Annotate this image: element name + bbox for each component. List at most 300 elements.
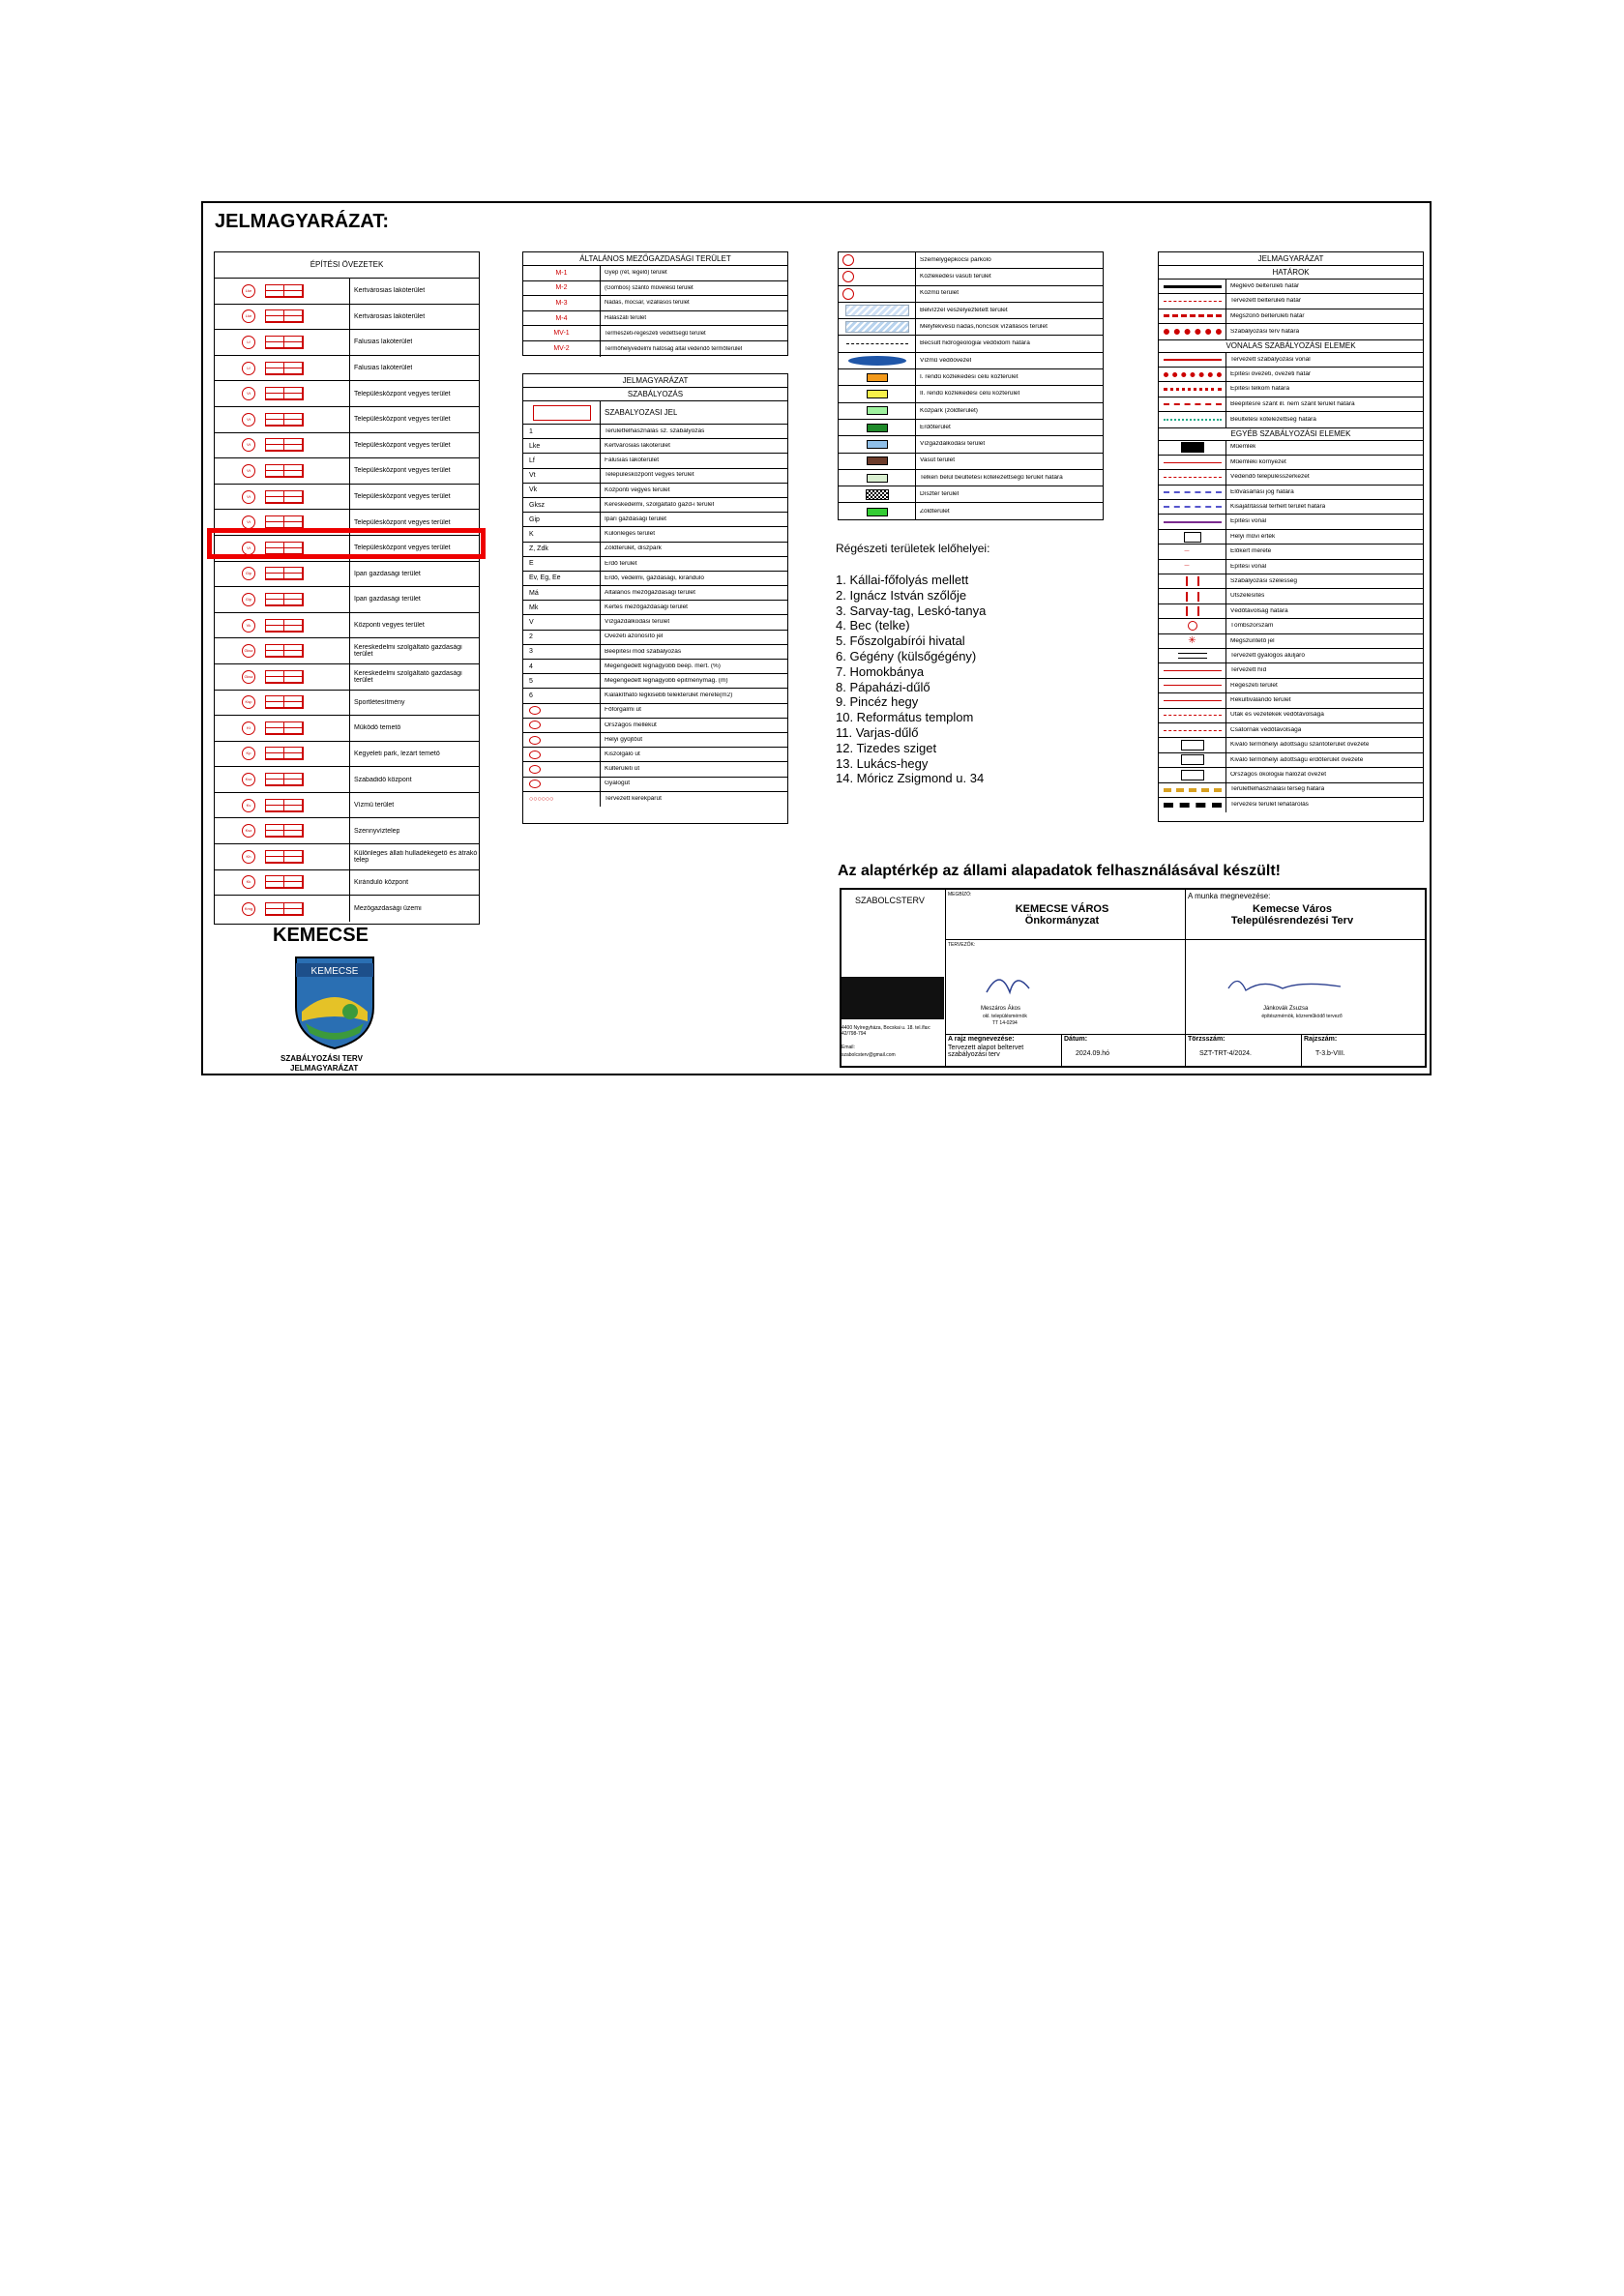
infra-symbol-icon	[842, 254, 854, 266]
legend-row	[1159, 456, 1423, 470]
infra-symbol-icon	[842, 288, 854, 300]
reg-row	[523, 513, 787, 527]
agri-code: MV-2	[523, 341, 601, 357]
reg-row	[523, 484, 787, 498]
legend-row	[1159, 574, 1423, 589]
basemap-note: Az alaptérkép az állami alapadatok felhasználásával készült!	[838, 863, 1281, 879]
legend-row	[1159, 649, 1423, 663]
boundary-legend-table	[1158, 251, 1424, 822]
zone-matrix-icon	[265, 695, 304, 709]
zone-matrix-icon	[265, 670, 304, 684]
date-label: Dátum:	[1064, 1036, 1088, 1043]
legend-row	[1159, 515, 1423, 529]
firm-address: 4400 Nyíregyháza, Bocskai u. 18. tel./fax: 42/798-794	[842, 1025, 931, 1037]
reg-row	[523, 660, 787, 674]
zone-row	[215, 818, 479, 844]
legend-row	[1159, 738, 1423, 752]
zone-code-icon: Vt	[242, 413, 255, 427]
legend-label: Építési vonal	[1230, 563, 1267, 570]
legend-row	[1159, 368, 1423, 382]
reg-label: Gyalogút	[605, 780, 631, 787]
zone-row	[215, 381, 479, 407]
zone-matrix-icon	[265, 850, 304, 864]
infra-label: Közpark (zöldterület)	[920, 407, 978, 414]
infra-row	[839, 269, 1103, 285]
agri-label: Termőhelyvédelmi hatóság által védendő termőterület	[605, 345, 743, 352]
legend-label: Meglévő belterületi határ	[1230, 282, 1300, 289]
infra-table	[838, 251, 1104, 520]
zone-row	[215, 742, 479, 768]
archaeo-item: 9. Pincéz hegy	[836, 694, 919, 710]
infra-row	[839, 369, 1103, 386]
legend-line-icon	[1164, 314, 1222, 317]
archaeo-item: 11. Varjas-dűlő	[836, 724, 919, 740]
archaeo-item: 3. Sarvay-tag, Leskó-tanya	[836, 603, 987, 618]
legend-line-icon	[1164, 388, 1222, 391]
zone-label: Kiránduló központ	[354, 878, 409, 886]
zone-row	[215, 638, 479, 664]
zone-matrix-icon	[265, 464, 304, 478]
infra-row	[839, 336, 1103, 352]
infra-row	[839, 319, 1103, 336]
reg-row	[523, 439, 787, 454]
checker-swatch-icon	[866, 489, 889, 500]
hatch-area-icon	[845, 305, 909, 316]
reg-label: Megengedett legnagyobb beép. mért. (%)	[605, 662, 721, 669]
reg-row	[523, 792, 787, 807]
reg-label: Országos mellékút	[605, 721, 657, 728]
reg-header-1: JELMAGYARÁZAT	[523, 374, 787, 388]
zone-matrix-icon	[265, 902, 304, 916]
crest-label: KEMECSE	[310, 966, 359, 977]
archaeo-item: 10. Református templom	[836, 710, 974, 725]
infra-label: Dísztér terület	[920, 491, 960, 498]
logo-caption-1: SZABÁLYOZÁSI TERV	[281, 1054, 363, 1063]
archaeo-item: 1. Kállai-főfolyás mellett	[836, 573, 969, 587]
agri-row	[523, 326, 787, 341]
archaeo-item: 8. Pápaházi-dűlő	[836, 679, 930, 694]
zone-label: Településközpont vegyes terület	[354, 493, 451, 501]
reg-label: Különleges terület	[605, 531, 656, 538]
legend-label: Területfelhasználási térség határa	[1230, 786, 1325, 793]
legend-sub-2: EGYÉB SZABÁLYOZÁSI ELEMEK	[1159, 427, 1423, 441]
legend-row	[1159, 441, 1423, 456]
designer-2-signature-icon	[1225, 969, 1350, 998]
zone-label: Falusias lakóterület	[354, 365, 413, 372]
agri-row	[523, 296, 787, 311]
legend-row	[1159, 397, 1423, 412]
legend-label: Építési telkom határa	[1230, 386, 1290, 393]
zone-label: Különleges állati hulladékégető és átrakó telep	[354, 849, 478, 864]
legend-label: Előkert mérete	[1230, 548, 1272, 555]
zone-code-icon: Kv	[242, 799, 255, 812]
legend-row	[1159, 382, 1423, 397]
legend-label: Utak és vezetékek védőtávolsága	[1230, 712, 1324, 719]
town-crest-icon	[292, 954, 377, 1050]
legend-line-icon	[1164, 372, 1222, 377]
legend-line-icon	[1164, 329, 1222, 335]
regulation-table	[522, 373, 788, 824]
archaeo-item: 14. Móricz Zsigmond u. 34	[836, 771, 985, 786]
reg-label: Ipari gazdasági terület	[605, 515, 666, 522]
reg-code: K	[529, 530, 534, 538]
infra-row	[839, 420, 1103, 436]
agri-row	[523, 281, 787, 297]
legend-row	[1159, 798, 1423, 812]
date: 2024.09.hó	[1076, 1050, 1110, 1057]
agri-code: M-4	[523, 311, 601, 326]
zone-label: Településközpont vegyes terület	[354, 441, 451, 449]
reg-label: Zöldterület, díszpark	[605, 545, 662, 552]
reg-code: 3	[529, 648, 533, 656]
legend-row	[1159, 709, 1423, 723]
infra-label: Vízmű védőövezet	[920, 357, 972, 364]
zone-code-icon: Vt	[242, 515, 255, 529]
zone-label: Mezőgazdasági üzemi	[354, 905, 422, 913]
designer-1: Meszáros Ákos	[981, 1006, 1021, 1012]
zone-code-icon: Kt	[242, 721, 255, 735]
archaeo-item: 7. Homokbánya	[836, 663, 925, 679]
zone-label: Településközpont vegyes terület	[354, 545, 451, 552]
reg-row	[523, 631, 787, 645]
legend-sheet	[201, 201, 1432, 1075]
drawing: Tervezett alapot beltervet szabályozási terv	[948, 1045, 1024, 1058]
reg-row	[523, 527, 787, 542]
reg-code: 5	[529, 677, 533, 685]
legend-line-icon	[1181, 770, 1204, 780]
agri-label: Természeti-régészeti védettségű terület	[605, 330, 706, 337]
legend-label: Országos ökológiai hálózat övezet	[1230, 772, 1327, 779]
zone-row	[215, 896, 479, 922]
firm-cell	[842, 890, 946, 1068]
reg-code: 4	[529, 662, 533, 670]
zone-label: Kereskedelmi szolgáltató gazdasági terület	[354, 669, 462, 684]
reg-row	[523, 425, 787, 439]
designer-label: TERVEZŐK:	[948, 942, 976, 948]
reg-code: ○○○○○○	[529, 795, 554, 803]
zone-label: Működő temető	[354, 724, 401, 732]
reg-row	[523, 719, 787, 733]
legend-label: Tervezett szabályozási vonal	[1230, 356, 1311, 363]
agri-label: Nádas, mocsár, vizállásos terület	[605, 300, 690, 307]
legend-row	[1159, 486, 1423, 500]
agri-header: ÁLTALÁNOS MEZŐGAZDASÁGI TERÜLET	[523, 252, 787, 266]
archaeo-item: 6. Gégény (külsőgégény)	[836, 648, 977, 663]
reg-row	[523, 674, 787, 689]
archaeo-list	[836, 573, 986, 786]
designer-signature-icon	[981, 963, 1039, 1002]
archaeo-item: 4. Bec (telke)	[836, 618, 910, 633]
legend-line-icon	[1164, 700, 1222, 701]
reg-label: Helyi gyűjtőút	[605, 736, 643, 743]
zone-code-icon: Gksz	[242, 670, 255, 684]
zone-row	[215, 330, 479, 356]
legend-label: Építési vonal	[1230, 518, 1267, 525]
zone-label: Kegyeleti park, lezárt temető	[354, 750, 440, 757]
reg-code: Vk	[529, 486, 538, 494]
archaeo-title: Régészeti területek lelőhelyei:	[836, 542, 990, 555]
legend-line-icon	[1164, 715, 1222, 716]
zone-row	[215, 844, 479, 870]
hatch-area-icon	[845, 321, 909, 333]
infra-row	[839, 503, 1103, 519]
legend-label: Szabályozási terv határa	[1230, 328, 1300, 335]
page-title: JELMAGYARÁZAT:	[215, 211, 390, 232]
designer-2-role: építészmérnök, közreműködő tervező	[1261, 1014, 1343, 1019]
reg-code: Lke	[529, 442, 541, 450]
dashed-line-icon	[846, 343, 908, 344]
legend-label: Elővásárlási jog határa	[1230, 488, 1294, 495]
zone-label: Falusias lakóterület	[354, 339, 413, 346]
zone-code-icon: Ksz	[242, 773, 255, 786]
sheet-number: T-3.b-VIII.	[1315, 1050, 1345, 1057]
legend-line-icon	[1164, 730, 1222, 731]
client: KEMECSE VÁROS Önkormányzat	[1015, 903, 1109, 927]
reg-row	[523, 543, 787, 557]
color-swatch-icon	[867, 373, 888, 382]
legend-label: Műemlék	[1230, 444, 1256, 451]
zone-code-icon: Vt	[242, 464, 255, 478]
reg-symbol-icon	[523, 401, 601, 424]
zone-row	[215, 305, 479, 331]
legend-line-icon	[1164, 506, 1222, 508]
reg-code: Ev, Eg, Ee	[529, 574, 561, 582]
zone-code-icon: Ksp	[242, 695, 255, 709]
zone-row	[215, 562, 479, 588]
zone-label: Ipari gazdasági terület	[354, 596, 421, 603]
zone-code-icon: Lke	[242, 284, 255, 298]
reg-code: Vt	[529, 472, 536, 480]
legend-label: Műemléki környezet	[1230, 458, 1286, 465]
legend-line-icon	[1181, 754, 1204, 765]
designer-2: Jánkovák Zsuzsa	[1263, 1006, 1309, 1012]
reg-code: Z, Zdk	[529, 545, 548, 553]
legend-label: Rekultiválandó terület	[1230, 697, 1291, 704]
client-label: MEGBÍZÓ:	[948, 892, 972, 898]
legend-label: Tervezett belterületi határ	[1230, 298, 1301, 305]
town-name: KEMECSE	[273, 925, 369, 946]
infra-label: Telken belül beültetési kötelezettségű terület határa	[920, 474, 1063, 481]
legend-line-icon	[1178, 653, 1207, 659]
drawing-label: A rajz megnevezése:	[948, 1036, 1015, 1043]
infra-row	[839, 454, 1103, 470]
infra-row	[839, 486, 1103, 503]
reg-label: Központi vegyes terület	[605, 486, 670, 493]
reg-row	[523, 557, 787, 572]
zone-code-icon: Kk	[242, 875, 255, 889]
zone-matrix-icon	[265, 336, 304, 349]
road-symbol-icon	[529, 780, 541, 788]
zone-label: Vízmű terület	[354, 802, 395, 809]
legend-line-icon	[1186, 592, 1199, 602]
zone-row	[215, 613, 479, 639]
infra-label: Belvízzel veszélyeztetett terület	[920, 307, 1008, 313]
color-swatch-icon	[867, 508, 888, 516]
infra-row	[839, 286, 1103, 303]
zone-matrix-icon	[265, 644, 304, 658]
agri-code: M-3	[523, 296, 601, 310]
zone-row	[215, 356, 479, 382]
zone-matrix-icon	[265, 773, 304, 786]
agri-code: M-2	[523, 281, 601, 296]
zone-code-icon: Gip	[242, 567, 255, 580]
reg-row	[523, 778, 787, 792]
infra-row	[839, 403, 1103, 420]
agri-label: Gyep (rét, legelő) terület	[605, 270, 667, 277]
legend-row	[1159, 634, 1423, 649]
reg-label: Külterületi út	[605, 766, 640, 773]
sheet-label: Rajzszám:	[1304, 1036, 1338, 1043]
legend-label: Tervezett híd	[1230, 667, 1267, 674]
reg-row	[523, 601, 787, 615]
legend-label: Csatornák védőtávolsága	[1230, 726, 1302, 733]
reg-header-2: SZABÁLYOZÁS	[523, 388, 787, 401]
reg-label: Kereskedelmi, szolgáltató gazd-i terület	[605, 501, 715, 508]
zone-label: Sportlétesítmény	[354, 698, 405, 706]
legend-label: Kisajátítással terhelt terület határa	[1230, 504, 1326, 511]
legend-row	[1159, 294, 1423, 309]
agri-code: MV-1	[523, 326, 601, 340]
reg-label: Megengedett legnagyobb épitménymag. (m)	[605, 678, 728, 685]
zone-matrix-icon	[265, 593, 304, 606]
reg-label: Kertes mezőgazdasági terület	[605, 604, 688, 611]
archaeo-item: 2. Ignácz István szőlője	[836, 587, 967, 603]
agri-code: M-1	[523, 266, 601, 280]
road-symbol-icon	[529, 706, 541, 715]
infra-label: II. rendű közlekedési célú közterület	[920, 391, 1020, 397]
agri-label: (Gombos) szántó művelésű terület	[605, 284, 694, 291]
reg-row	[523, 762, 787, 777]
zone-code-icon: Lke	[242, 309, 255, 323]
legend-row	[1159, 753, 1423, 768]
infra-label: Erdőterület	[920, 424, 951, 430]
infra-row	[839, 470, 1103, 486]
legend-line-icon	[1164, 462, 1222, 463]
legend-row	[1159, 589, 1423, 603]
legend-line-icon	[1164, 477, 1222, 478]
infra-label: Vasút terület	[920, 457, 956, 464]
legend-row	[1159, 353, 1423, 368]
zone-code-icon: Lf	[242, 362, 255, 375]
zone-label: Kertvárosias lakóterület	[354, 287, 426, 295]
agri-row	[523, 341, 787, 357]
reg-label: Vízgazdálkodási terület	[605, 619, 670, 626]
legend-label: Megszüntető jel	[1230, 637, 1275, 644]
legend-line-icon	[1164, 670, 1222, 671]
legend-line-icon: —	[1184, 547, 1190, 554]
reg-code: Lf	[529, 456, 535, 464]
reg-row	[523, 689, 787, 703]
zone-row	[215, 691, 479, 717]
water-zone-icon	[848, 356, 906, 366]
reg-label: Falusias lakóterület	[605, 457, 659, 464]
zone-label: Településközpont vegyes terület	[354, 416, 451, 424]
legend-line-icon	[1184, 532, 1201, 543]
legend-label: Megszűnő belterületi határ	[1230, 312, 1305, 319]
legend-label: Tervezési terület lehatárolás	[1230, 802, 1309, 809]
legend-label: Útszelesítés	[1230, 593, 1265, 600]
legend-label: Helyi művi érték	[1230, 533, 1276, 540]
reg-row	[523, 748, 787, 762]
legend-label: Kiváló termőhelyi adottságú szántóterület övezete	[1230, 742, 1370, 749]
legend-row	[1159, 679, 1423, 693]
legend-line-icon	[1164, 301, 1222, 302]
agri-table	[522, 251, 788, 356]
infra-label: Közlekedési vasúti terület	[920, 274, 991, 280]
reg-code: 2	[529, 633, 533, 641]
zone-matrix-icon	[265, 747, 304, 760]
legend-row	[1159, 500, 1423, 515]
zone-row	[215, 433, 479, 459]
zone-code-icon: Kp	[242, 747, 255, 760]
legend-row	[1159, 560, 1423, 574]
reg-code: Má	[529, 589, 539, 597]
zone-code-icon: Vt	[242, 542, 255, 555]
infra-row	[839, 436, 1103, 453]
legend-row	[1159, 530, 1423, 545]
reg-row	[523, 615, 787, 630]
legend-label: Építési övezeti, övezeti határ	[1230, 370, 1312, 377]
highlight-box	[207, 528, 486, 559]
legend-row	[1159, 693, 1423, 708]
reg-row	[523, 454, 787, 468]
zone-row	[215, 716, 479, 742]
reg-header-3: SZABÁLYOZÁSI JEL	[605, 408, 678, 417]
zone-label: Szabadidő központ	[354, 776, 412, 783]
legend-line-icon	[1164, 285, 1222, 288]
zone-matrix-icon	[265, 619, 304, 633]
infra-label: Becsült hidrogeológiai védőidom határa	[920, 340, 1030, 347]
zone-matrix-icon	[265, 824, 304, 838]
firm-skyline	[842, 977, 944, 1019]
legend-row	[1159, 280, 1423, 294]
reg-code: 6	[529, 692, 533, 699]
agri-row	[523, 266, 787, 281]
reg-row	[523, 733, 787, 748]
zone-matrix-icon	[265, 567, 304, 580]
legend-label: Beépítésre szánt ill. nem szánt terület határa	[1230, 400, 1355, 407]
reg-row	[523, 586, 787, 601]
reg-row	[523, 645, 787, 660]
road-symbol-icon	[529, 751, 541, 759]
reg-label: Kialakítható legkisebb telekterület mérete(m2)	[605, 692, 733, 699]
legend-line-icon	[1181, 442, 1204, 453]
legend-label: Kiváló termőhelyi adottságú erdőterület övezete	[1230, 756, 1364, 763]
legend-label: Védendő településszerkezet	[1230, 474, 1310, 481]
zone-code-icon: Vt	[242, 438, 255, 452]
zone-code-icon: Gksz	[242, 644, 255, 658]
zone-matrix-icon	[265, 438, 304, 452]
zone-row	[215, 587, 479, 613]
zone-code-icon: Vk	[242, 619, 255, 633]
archaeo-item: 13. Lukács-hegy	[836, 755, 929, 771]
firm-name: SZABOLCSTERV	[855, 896, 925, 905]
zone-row	[215, 767, 479, 793]
zone-row	[215, 870, 479, 897]
legend-row	[1159, 324, 1423, 339]
infra-label: Személygépkocsi parkoló	[920, 256, 991, 263]
project-label: A munka megnevezése:	[1188, 892, 1271, 900]
zone-label: Településközpont vegyes terület	[354, 518, 451, 526]
reg-label: Kertvárosias lakóterület	[605, 443, 670, 450]
infra-label: I. rendű közlekedési célú közterület	[920, 373, 1019, 380]
reg-label: Területfelhasználás sz. szabályozás	[605, 427, 705, 434]
legend-row	[1159, 470, 1423, 485]
color-swatch-icon	[867, 440, 888, 449]
legend-label: Régészeti terület	[1230, 682, 1278, 689]
reg-label: Főforgalmi út	[605, 707, 641, 714]
legend-line-icon	[1186, 606, 1199, 616]
